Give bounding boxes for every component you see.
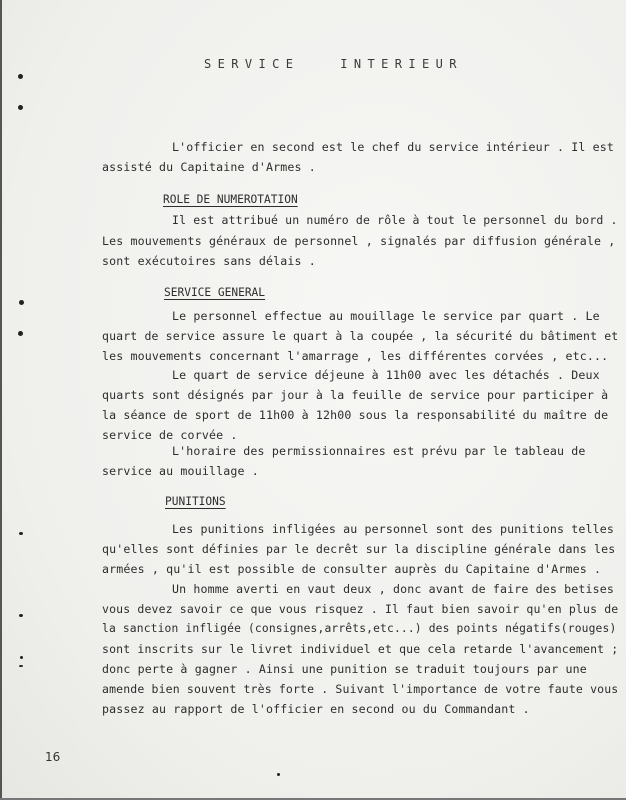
- paragraph-line: amende bien souvent très forte . Suivant l'importance de votre faute vous: [102, 682, 619, 696]
- intro-line: L'officier en second est le chef du service intérieur . Il est: [172, 140, 615, 154]
- paragraph-line: la séance de sport de 11h00 à 12h00 sous la responsabilité du maître de: [102, 408, 609, 422]
- punch-hole-icon: [18, 74, 23, 79]
- page-left-edge: [0, 0, 2, 800]
- paragraph-line: service au mouillage .: [102, 464, 259, 478]
- paragraph-line: Il est attribué un numéro de rôle à tout le personnel du bord .: [172, 213, 618, 227]
- paragraph-line: quart de service assure le quart à la coupée , la sécurité du bâtiment et: [102, 329, 619, 343]
- paragraph-line: Le personnel effectue au mouillage le service par quart . Le: [172, 309, 600, 323]
- paragraph-line: vous devez savoir ce que vous risquez . Il faut bien savoir qu'en plus de: [102, 602, 619, 616]
- paragraph-line: service de corvée .: [102, 428, 238, 442]
- punch-mark-icon: [19, 614, 23, 617]
- section-heading-service-general: SERVICE GENERAL: [164, 286, 266, 299]
- punch-mark-icon: [19, 532, 23, 535]
- paragraph-line: Un homme averti en vaut deux , donc avant de faire des betises: [172, 582, 615, 596]
- paragraph-line: Les punitions infligées au personnel sont des punitions telles: [172, 522, 615, 536]
- speck-mark: [277, 773, 280, 776]
- punch-hole-icon: [18, 331, 23, 336]
- paragraph-line: quarts sont désignés par jour à la feuille de service pour participer à: [102, 388, 609, 402]
- punch-mark-icon: [20, 656, 23, 659]
- paragraph-line: la sanction infligée (consignes,arrêts,etc...) des points négatifs(rouges): [102, 622, 617, 635]
- paragraph-line: les mouvements concernant l'amarrage , les différentes corvées , etc...: [102, 349, 609, 363]
- paragraph-line: donc perte à gagner . Ainsi une punition se traduit toujours par une: [102, 662, 587, 676]
- paragraph-line: qu'elles sont définies par le decrêt sur la discipline générale dans les: [102, 542, 616, 556]
- section-heading-punitions: PUNITIONS: [165, 495, 226, 508]
- page-title: SERVICE INTERIEUR: [204, 57, 463, 71]
- paragraph-line: armées , qu'il est possible de consulter auprès du Capitaine d'Armes .: [102, 562, 602, 576]
- paragraph-line: Les mouvements généraux de personnel , signalés par diffusion générale ,: [102, 234, 616, 248]
- paragraph-line: sont exécutoires sans délais .: [102, 254, 316, 268]
- paragraph-line: sont inscrits sur le livret individuel et que cela retarde l'avancement ;: [102, 642, 619, 656]
- punch-hole-icon: [19, 300, 24, 305]
- paragraph-line: passez au rapport de l'officier en second ou du Commandant .: [102, 702, 530, 716]
- punch-hole-icon: [18, 105, 23, 110]
- paragraph-line: Le quart de service déjeune à 11h00 avec les détachés . Deux: [172, 368, 600, 382]
- intro-line: assisté du Capitaine d'Armes .: [102, 160, 316, 174]
- punch-mark-icon: [19, 665, 23, 667]
- page-number: 16: [45, 750, 61, 764]
- section-heading-role-de-numerotation: ROLE DE NUMEROTATION: [163, 193, 298, 206]
- paragraph-line: L'horaire des permissionnaires est prévu par le tableau de: [172, 444, 586, 458]
